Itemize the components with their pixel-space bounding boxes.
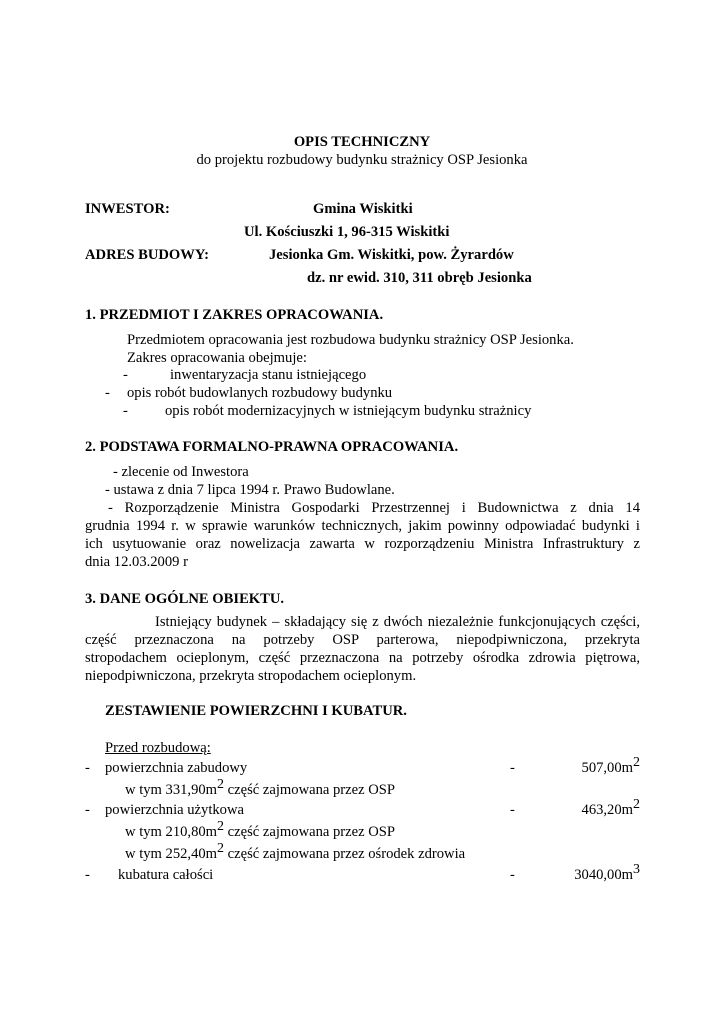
list-dash: - — [123, 367, 128, 383]
section-2-item-1: - zlecenie od Inwestora — [113, 464, 249, 480]
section-1-heading: 1. PRZEDMIOT I ZAKRES OPRACOWANIA. — [85, 307, 384, 323]
site-line-2: dz. nr ewid. 310, 311 obręb Jesionka — [307, 270, 532, 286]
before-label: Przed rozbudową: — [105, 740, 211, 756]
section-3-line-3: stropodachem ocieplonym, część przeznaczona na potrzeby ośrodka zdrowia piętrowa, — [85, 650, 640, 666]
list-dash: - — [510, 802, 515, 818]
summary-heading: ZESTAWIENIE POWIERZCHNI I KUBATUR. — [105, 703, 407, 719]
section-1-item-2: opis robót budowlanych rozbudowy budynku — [127, 385, 393, 401]
site-line-1: Jesionka Gm. Wiskitki, pow. Żyrardów — [269, 247, 514, 263]
usable-area-value: $463,20m^2$ — [581, 797, 640, 818]
list-dash: - — [123, 403, 128, 419]
built-area-label: powierzchnia zabudowy — [105, 760, 248, 776]
list-dash: - — [105, 385, 110, 401]
section-3-heading: 3. DANE OGÓLNE OBIEKTU. — [85, 591, 285, 607]
built-area-value: $507,00m^2$ — [581, 755, 640, 776]
section-2-heading: 2. PODSTAWA FORMALNO-PRAWNA OPRACOWANIA. — [85, 439, 459, 455]
usable-area-health: w tym $252,40m^2$ część zajmowana przez ośrodek zdrowia — [125, 841, 466, 862]
investor-label: INWESTOR: — [85, 201, 170, 217]
section-3-line-1: Istniejący budynek – składający się z dwóch niezależnie funkcjonujących części, — [155, 614, 640, 630]
usable-area-osp: w tym $210,80m^2$ część zajmowana przez OSP — [125, 819, 396, 840]
section-2-item-3-line-3: ich usytuowanie oraz nowelizacja zawarta w rozporządzeniu Ministra Infrastruktury z — [85, 536, 640, 552]
page-title: OPIS TECHNICZNY — [293, 134, 431, 150]
section-1-scope-label: Zakres opracowania obejmuje: — [127, 350, 307, 366]
site-label: ADRES BUDOWY: — [85, 247, 209, 263]
list-dash: - — [510, 867, 515, 883]
section-2-item-3-line-1: - Rozporządzenie Ministra Gospodarki Przestrzennej i Budownictwa z dnia 14 — [108, 500, 640, 516]
volume-value: $3040,00m^3$ — [574, 862, 640, 883]
built-area-osp: w tym $331,90m^2$ część zajmowana przez OSP — [125, 777, 396, 798]
usable-area-label: powierzchnia użytkowa — [105, 802, 244, 818]
section-2-item-2: - ustawa z dnia 7 lipca 1994 r. Prawo Budowlane. — [105, 482, 395, 498]
page-subtitle: do projektu rozbudowy budynku strażnicy OSP Jesionka — [196, 152, 528, 168]
section-1-intro: Przedmiotem opracowania jest rozbudowa budynku strażnicy OSP Jesionka. — [127, 332, 574, 348]
list-dash: - — [85, 802, 90, 818]
section-1-item-3: opis robót modernizacyjnych w istniejącym budynku strażnicy — [165, 403, 532, 419]
list-dash: - — [85, 867, 90, 883]
volume-label: kubatura całości — [118, 867, 214, 883]
section-2-item-3-line-2: grudnia 1994 r. w sprawie warunków technicznych, jakim powinny odpowiadać budynki i — [85, 518, 640, 534]
section-3-line-2: część przeznaczona na potrzeby OSP parterowa, niepodpiwniczona, przekryta — [85, 632, 640, 648]
investor-address: Ul. Kościuszki 1, 96-315 Wiskitki — [244, 224, 450, 240]
section-2-item-3-line-4: dnia 12.03.2009 r — [85, 554, 188, 570]
investor-name: Gmina Wiskitki — [313, 201, 413, 217]
section-3-line-4: niepodpiwniczona, przekryta stropodachem ocieplonym. — [85, 668, 417, 684]
list-dash: - — [510, 760, 515, 776]
section-1-item-1: inwentaryzacja stanu istniejącego — [170, 367, 367, 383]
list-dash: - — [85, 760, 90, 776]
